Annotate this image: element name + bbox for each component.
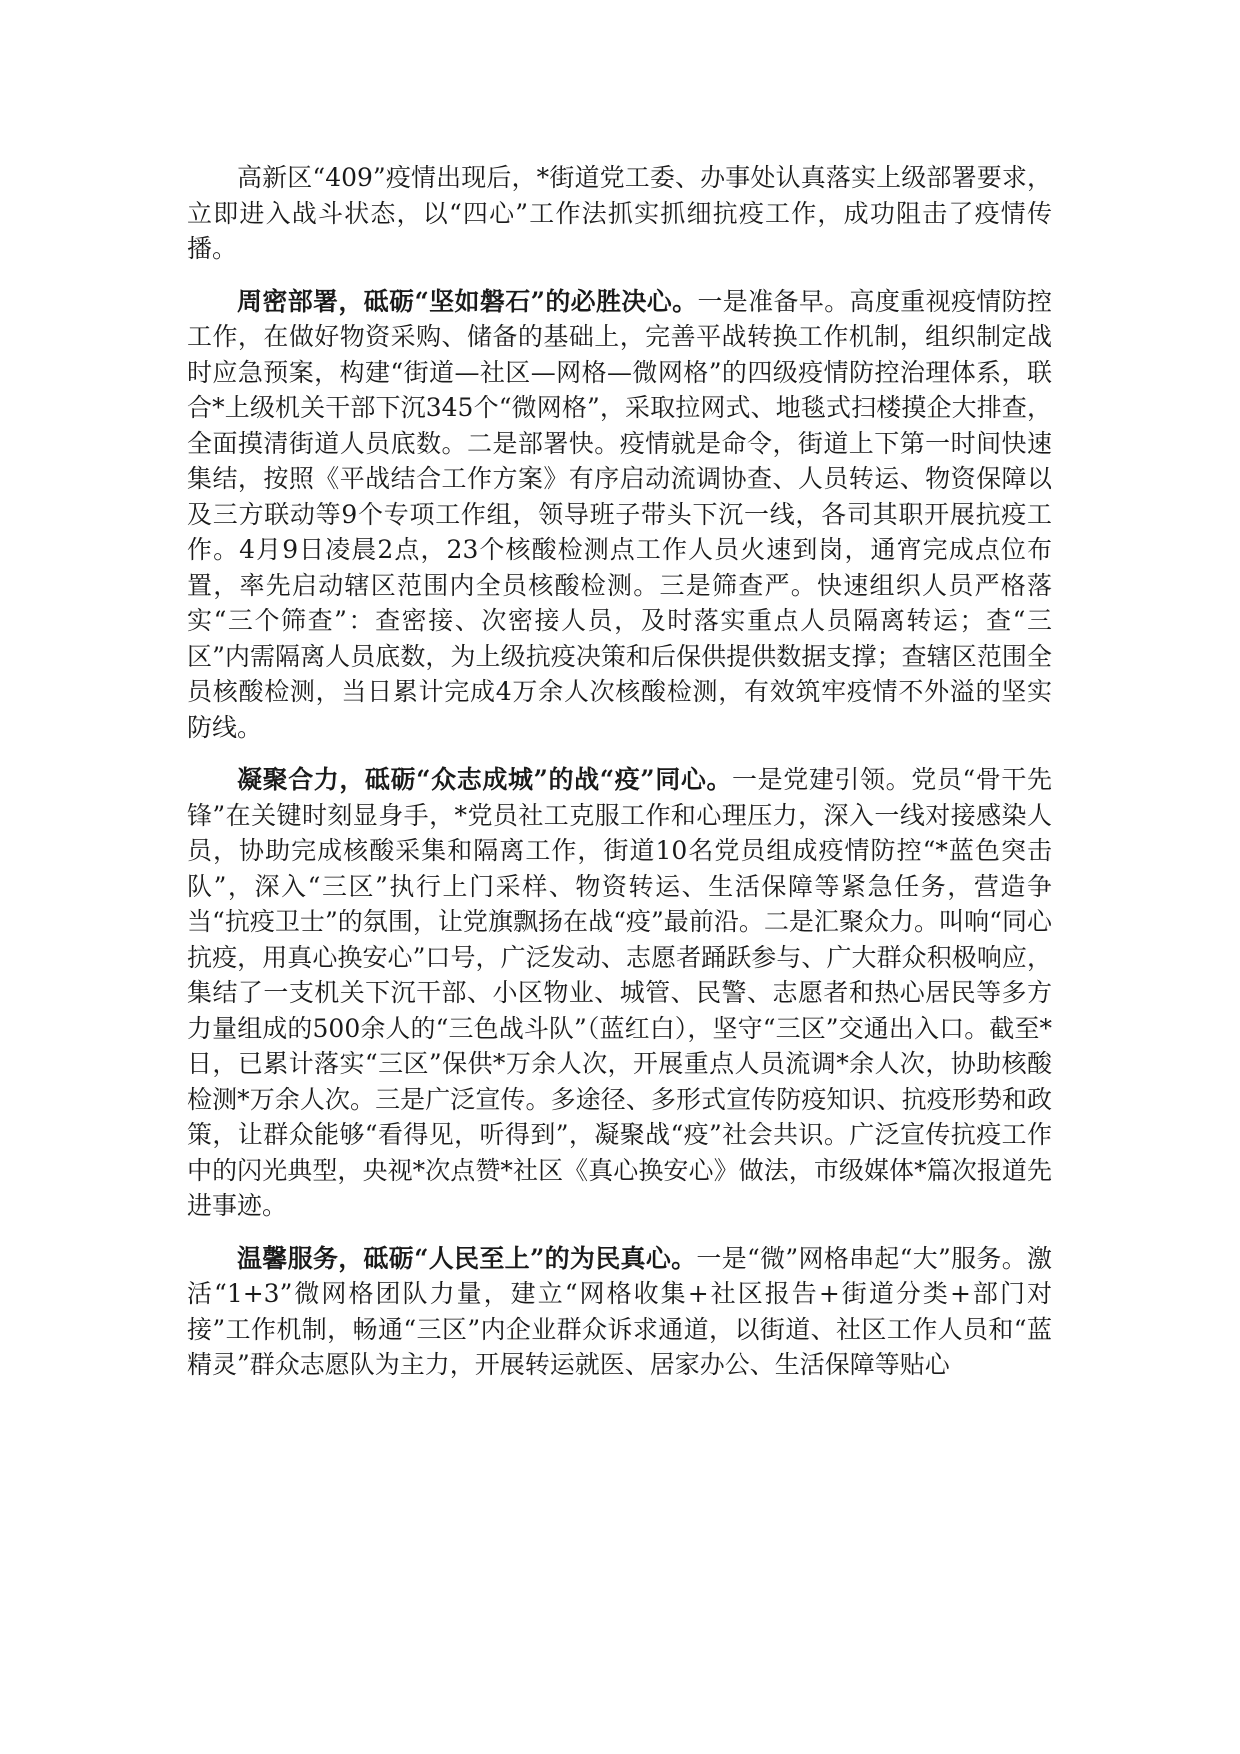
section-text-deployment: 一是准备早。高度重视疫情防控工作，在做好物资采购、储备的基础上，完善平战转换工作机制，组织制定战时应急预案，构建“街道—社区—网格—微网格”的四级疫情防控治理体系，联合*上级机关干部下沉345个“微网格”，采取拉网式、地毯式扫楼摸企大排查，全面摸清街道人员底数。二是部署快。疫情就是命令，街道上下第一时间快速集结，按照《平战结合工作方案》有序启动流调协查、人员转运、物资保障以及三方联动等9个专项工作组，领导班子带头下沉一线，各司其职开展抗疫工作。4月9日凌晨2点，23个核酸检测点工作人员火速到岗，通宵完成点位布置，率先启动辖区范围内全员核酸检测。三是筛查严。快速组织人员严格落实“三个筛查”：查密接、次密接人员，及时落实重点人员隔离转运；查“三区”内需隔离人员底数，为上级抗疫决策和后保供提供数据支撑；查辖区范围全员核酸检测，当日累计完成4万余人次核酸检测，有效筑牢疫情不外溢的坚实防线。 <box>187 286 1052 742</box>
section-text-unity: 一是党建引领。党员“骨干先锋”在关键时刻显身手，*党员社工克服工作和心理压力，深入一线对接感染人员，协助完成核酸采集和隔离工作，街道10名党员组成疫情防控“*蓝色突击队”，深入“三区”执行上门采样、物资转运、生活保障等紧急任务，营造争当“抗疫卫士”的氛围，让党旗飘扬在战“疫”最前沿。二是汇聚众力。叫响“同心抗疫，用真心换安心”口号，广泛发动、志愿者踊跃参与、广大群众积极响应，集结了一支机关下沉干部、小区物业、城管、民警、志愿者和热心居民等多方力量组成的500余人的“三色战斗队”（蓝红白），坚守“三区”交通出入口。截至*日，已累计落实“三区”保供*万余人次，开展重点人员流调*余人次，协助核酸检测*万余人次。三是广泛宣传。多途径、多形式宣传防疫知识、抗疫形势和政策，让群众能够“看得见，听得到”，凝聚战“疫”社会共识。广泛宣传抗疫工作中的闪光典型，央视*次点赞*社区《真心换安心》做法，市级媒体*篇次报道先进事迹。 <box>187 765 1052 1220</box>
section-heading-deployment: 周密部署，砥砺“坚如磐石”的必胜决心。 <box>237 286 698 316</box>
intro-paragraph: 高新区“409”疫情出现后，*街道党工委、办事处认真落实上级部署要求，立即进入战斗状态，以“四心”工作法抓实抓细抗疫工作，成功阻击了疫情传播。 <box>187 163 1052 263</box>
section-text-service: 一是“微”网格串起“大”服务。激活“1+3”微网格团队力量，建立“网格收集+社区报告+街道分类+部门对接”工作机制，畅通“三区”内企业群众诉求通道，以街道、社区工作人员和“蓝精灵”群众志愿队为主力，开展转运就医、居家办公、生活保障等贴心 <box>187 1243 1053 1379</box>
section-heading-service: 温馨服务，砥砺“人民至上”的为民真心。 <box>237 1243 697 1273</box>
section-paragraph-unity <box>187 762 1052 1224</box>
section-heading-unity: 凝聚合力，砥砺“众志成城”的战“疫”同心。 <box>237 765 733 794</box>
document-body <box>187 160 1052 1400</box>
section-paragraph-deployment <box>187 284 1052 746</box>
section-paragraph-service <box>187 1241 1052 1383</box>
